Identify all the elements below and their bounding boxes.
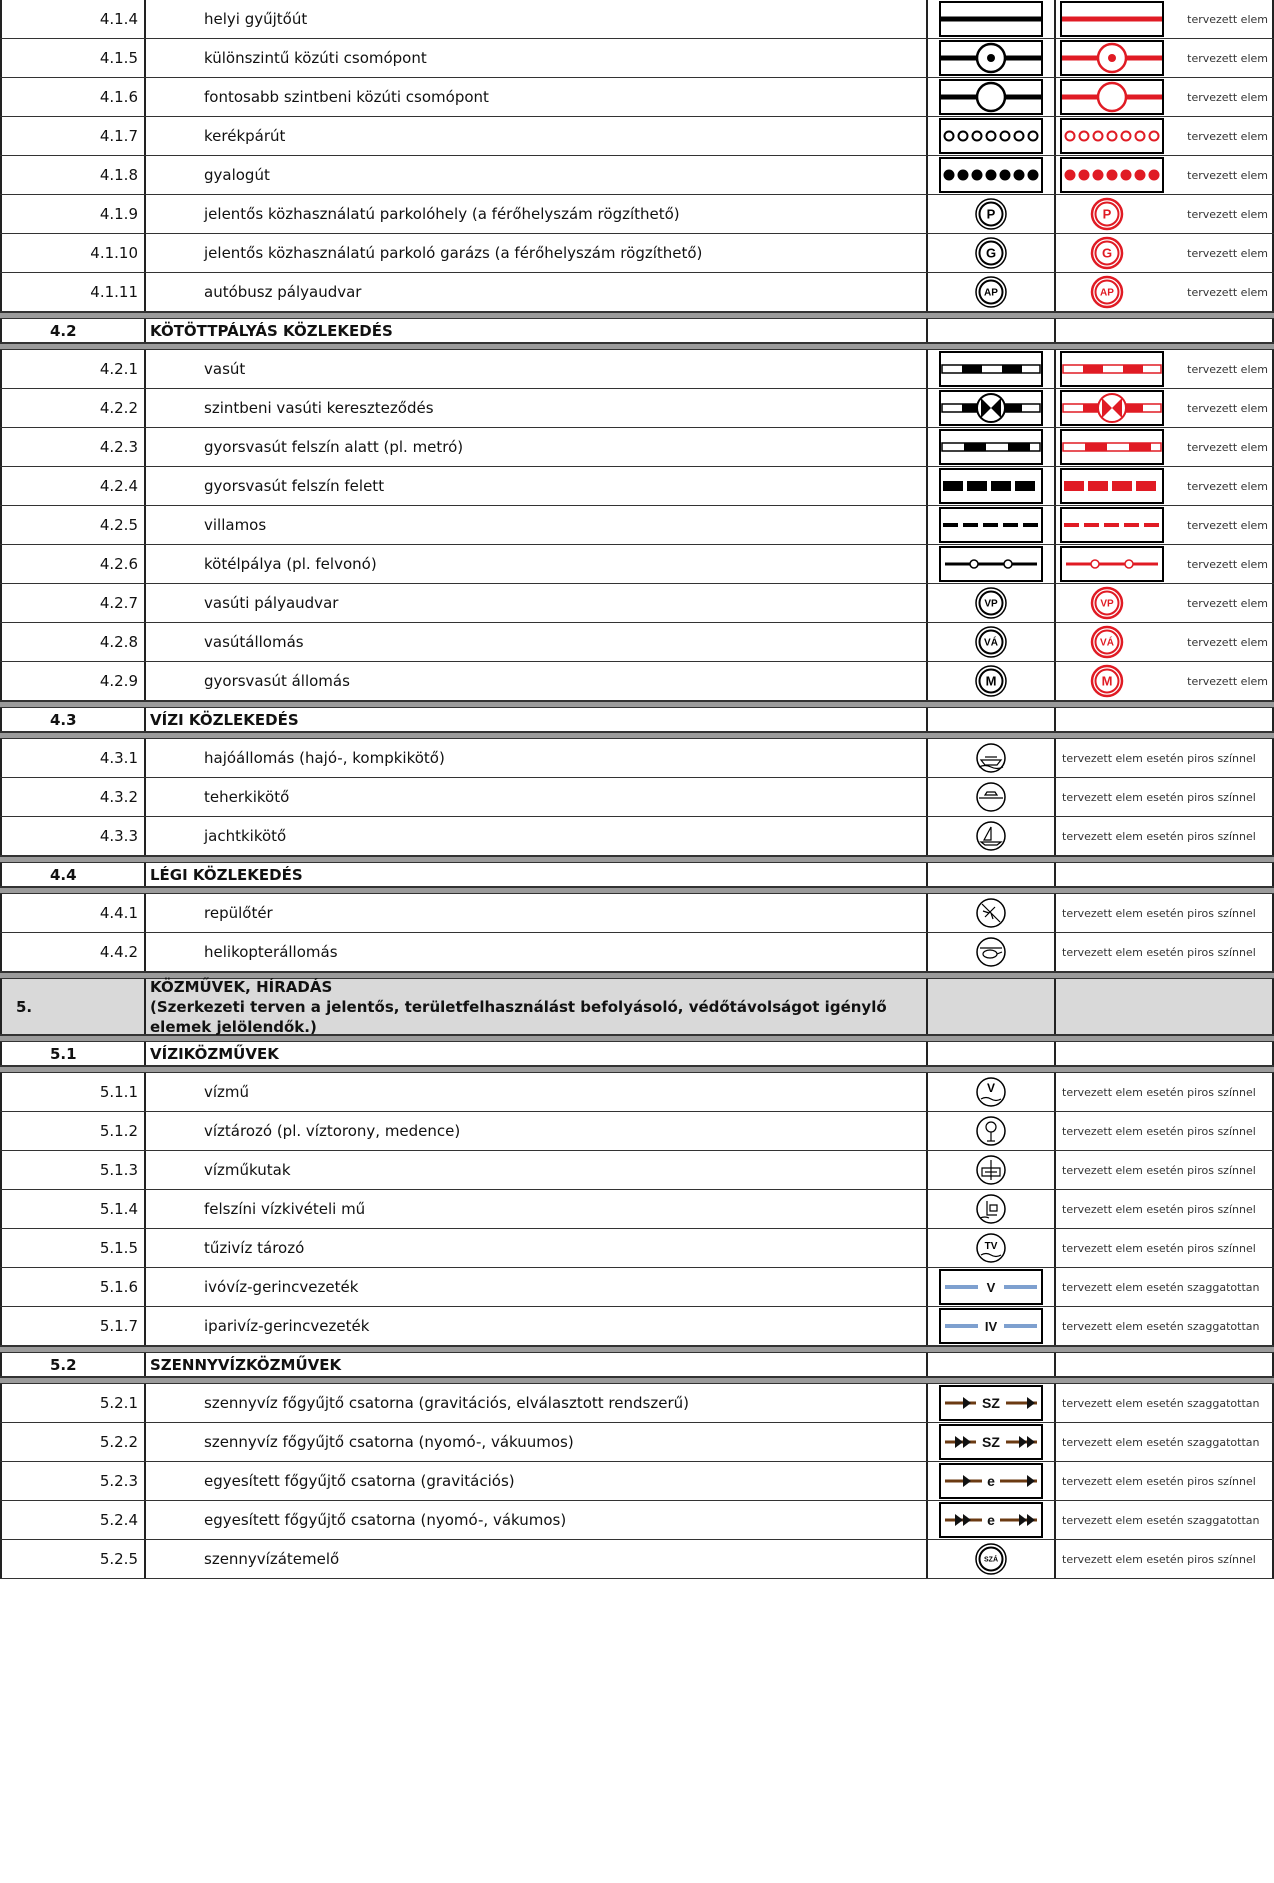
planned-symbol	[1056, 739, 1274, 777]
table-row	[0, 1151, 1274, 1190]
svg-text:SZ: SZ	[982, 1395, 1000, 1411]
item-label: jachtkikötő	[146, 817, 928, 855]
planned-symbol	[1056, 1268, 1274, 1306]
note-text: tervezett elem	[1187, 12, 1268, 26]
note-text: tervezett elem esetén szaggatottan	[1062, 1280, 1260, 1294]
existing-symbol	[928, 1151, 1056, 1189]
item-number: 5.2.2	[0, 1423, 146, 1461]
table-row	[0, 545, 1274, 584]
existing-symbol	[928, 1353, 1056, 1376]
item-number: 4.3.1	[0, 739, 146, 777]
existing-symbol	[928, 933, 1056, 971]
item-label: vasút	[146, 350, 928, 388]
item-label: SZENNYVÍZKÖZMŰVEK	[146, 1353, 928, 1376]
section-separator	[0, 887, 1274, 894]
planned-symbol	[1056, 933, 1274, 971]
existing-symbol	[928, 708, 1056, 731]
item-number: 5.2.5	[0, 1540, 146, 1578]
item-label: gyalogút	[146, 156, 928, 194]
planned-symbol	[1056, 1229, 1274, 1267]
note-text: tervezett elem	[1187, 51, 1268, 65]
item-number: 4.2.9	[0, 662, 146, 700]
table-row	[0, 389, 1274, 428]
table-row	[0, 1307, 1274, 1346]
table-row	[0, 1229, 1274, 1268]
note-text: tervezett elem esetén piros színnel	[1062, 1552, 1256, 1566]
item-number: 5.2	[0, 1353, 146, 1376]
planned-symbol	[1056, 156, 1274, 194]
note-text: tervezett elem esetén piros színnel	[1062, 906, 1256, 920]
existing-symbol	[928, 979, 1056, 1034]
chapter-subtitle: (Szerkezeti terven a jelentős, területfelhasználást befolyásoló, védőtávolságot igénylő elemek jelölendők.)	[150, 997, 887, 1036]
item-number: 4.1.11	[0, 273, 146, 311]
planned-symbol	[1056, 1540, 1274, 1578]
section-separator	[0, 732, 1274, 739]
existing-symbol	[928, 778, 1056, 816]
note-text: tervezett elem esetén piros színnel	[1062, 1241, 1256, 1255]
existing-symbol	[928, 1501, 1056, 1539]
planned-symbol	[1056, 1462, 1274, 1500]
item-label: kötélpálya (pl. felvonó)	[146, 545, 928, 583]
item-number: 4.2.3	[0, 428, 146, 466]
item-label: szennyvíz főgyűjtő csatorna (nyomó-, vákuumos)	[146, 1423, 928, 1461]
table-row	[0, 506, 1274, 545]
planned-symbol	[1056, 1307, 1274, 1345]
table-row	[0, 156, 1274, 195]
note-text: tervezett elem esetén piros színnel	[1062, 751, 1256, 765]
item-number: 5.2.1	[0, 1384, 146, 1422]
item-number: 4.3.3	[0, 817, 146, 855]
note-text: tervezett elem esetén piros színnel	[1062, 1202, 1256, 1216]
planned-circle-icon	[1090, 197, 1124, 231]
item-label: LÉGI KÖZLEKEDÉS	[146, 863, 928, 886]
planned-symbol	[1056, 584, 1274, 622]
planned-line-icon	[1060, 468, 1164, 504]
planned-symbol	[1056, 817, 1274, 855]
table-row	[0, 78, 1274, 117]
item-label: villamos	[146, 506, 928, 544]
existing-symbol	[928, 195, 1056, 233]
existing-symbol	[928, 1384, 1056, 1422]
svg-text:AP: AP	[984, 287, 998, 299]
planned-symbol	[1056, 1112, 1274, 1150]
note-text: tervezett elem esetén szaggatottan	[1062, 1319, 1260, 1333]
existing-symbol	[928, 1229, 1056, 1267]
planned-symbol	[1056, 863, 1274, 886]
item-number: 5.	[0, 979, 146, 1034]
note-text: tervezett elem	[1187, 401, 1268, 415]
note-text: tervezett elem esetén szaggatottan	[1062, 1513, 1260, 1527]
item-number: 4.3	[0, 708, 146, 731]
section-separator	[0, 1066, 1274, 1073]
planned-symbol	[1056, 195, 1274, 233]
planned-line-icon	[1060, 351, 1164, 387]
item-label: egyesített főgyűjtő csatorna (nyomó-, vákumos)	[146, 1501, 928, 1539]
planned-line-icon	[1060, 40, 1164, 76]
planned-symbol	[1056, 1042, 1274, 1065]
note-text: tervezett elem esetén piros színnel	[1062, 829, 1256, 843]
note-text: tervezett elem	[1187, 440, 1268, 454]
item-number: 4.2.4	[0, 467, 146, 505]
table-row	[0, 428, 1274, 467]
svg-text:G: G	[1101, 245, 1113, 261]
planned-circle-icon	[1090, 236, 1124, 270]
item-number: 4.1.6	[0, 78, 146, 116]
existing-symbol	[928, 1042, 1056, 1065]
table-row	[0, 584, 1274, 623]
item-label: vasúti pályaudvar	[146, 584, 928, 622]
table-row	[0, 1423, 1274, 1462]
note-text: tervezett elem	[1187, 635, 1268, 649]
item-label: VÍZIKÖZMŰVEK	[146, 1042, 928, 1065]
section-row	[0, 1042, 1274, 1066]
item-label: teherkikötő	[146, 778, 928, 816]
note-text: tervezett elem	[1187, 479, 1268, 493]
item-label: gyorsvasút állomás	[146, 662, 928, 700]
chapter-row	[0, 979, 1274, 1035]
svg-text:SZ: SZ	[982, 1434, 1000, 1450]
existing-symbol	[928, 273, 1056, 311]
existing-symbol	[928, 894, 1056, 932]
section-separator	[0, 343, 1274, 350]
section-separator	[0, 856, 1274, 863]
table-row	[0, 662, 1274, 701]
item-number: 5.1.1	[0, 1073, 146, 1111]
planned-symbol	[1056, 467, 1274, 505]
note-text: tervezett elem esetén piros színnel	[1062, 1085, 1256, 1099]
table-row	[0, 117, 1274, 156]
item-number: 5.1.2	[0, 1112, 146, 1150]
existing-symbol	[928, 78, 1056, 116]
note-text: tervezett elem	[1187, 596, 1268, 610]
section-row	[0, 319, 1274, 343]
planned-symbol	[1056, 778, 1274, 816]
planned-symbol	[1056, 662, 1274, 700]
table-row	[0, 273, 1274, 312]
item-number: 4.1.8	[0, 156, 146, 194]
item-number: 4.2.5	[0, 506, 146, 544]
planned-symbol	[1056, 234, 1274, 272]
item-number: 4.2.8	[0, 623, 146, 661]
item-label: KÖTÖTTPÁLYÁS KÖZLEKEDÉS	[146, 319, 928, 342]
item-number: 5.2.4	[0, 1501, 146, 1539]
existing-symbol	[928, 662, 1056, 700]
item-label: szintbeni vasúti kereszteződés	[146, 389, 928, 427]
planned-circle-icon	[1090, 625, 1124, 659]
table-row	[0, 623, 1274, 662]
existing-symbol	[928, 234, 1056, 272]
svg-text:e: e	[987, 1473, 995, 1489]
existing-symbol	[928, 506, 1056, 544]
item-number: 4.2	[0, 319, 146, 342]
existing-symbol	[928, 545, 1056, 583]
existing-symbol	[928, 1268, 1056, 1306]
planned-line-icon	[1060, 118, 1164, 154]
item-label: helyi gyűjtőút	[146, 0, 928, 38]
existing-symbol	[928, 1423, 1056, 1461]
item-label: iparivíz-gerincvezeték	[146, 1307, 928, 1345]
table-row	[0, 234, 1274, 273]
note-text: tervezett elem esetén piros színnel	[1062, 1163, 1256, 1177]
planned-circle-icon	[1090, 586, 1124, 620]
item-label: ivóvíz-gerincvezeték	[146, 1268, 928, 1306]
note-text: tervezett elem	[1187, 129, 1268, 143]
item-label: repülőtér	[146, 894, 928, 932]
existing-symbol	[928, 863, 1056, 886]
note-text: tervezett elem esetén szaggatottan	[1062, 1435, 1260, 1449]
item-number: 4.3.2	[0, 778, 146, 816]
item-number: 5.1.4	[0, 1190, 146, 1228]
planned-symbol	[1056, 1353, 1274, 1376]
table-row	[0, 894, 1274, 933]
section-separator	[0, 1346, 1274, 1353]
planned-symbol	[1056, 1384, 1274, 1422]
item-label	[146, 979, 928, 1034]
planned-symbol	[1056, 894, 1274, 932]
existing-symbol	[928, 1540, 1056, 1578]
item-number: 5.1.5	[0, 1229, 146, 1267]
note-text: tervezett elem	[1187, 362, 1268, 376]
planned-symbol	[1056, 428, 1274, 466]
note-text: tervezett elem	[1187, 674, 1268, 688]
planned-symbol	[1056, 1423, 1274, 1461]
item-number: 4.2.6	[0, 545, 146, 583]
svg-text:V: V	[986, 1280, 996, 1295]
existing-symbol	[928, 350, 1056, 388]
planned-symbol	[1056, 319, 1274, 342]
item-label: jelentős közhasználatú parkolóhely (a férőhelyszám rögzíthető)	[146, 195, 928, 233]
note-text: tervezett elem esetén piros színnel	[1062, 945, 1256, 959]
item-number: 4.1.10	[0, 234, 146, 272]
planned-line-icon	[1060, 546, 1164, 582]
existing-symbol	[928, 467, 1056, 505]
item-label: szennyvíz főgyűjtő csatorna (gravitációs, elválasztott rendszerű)	[146, 1384, 928, 1422]
existing-symbol	[928, 1190, 1056, 1228]
item-number: 4.1.9	[0, 195, 146, 233]
table-row	[0, 1501, 1274, 1540]
table-row	[0, 778, 1274, 817]
item-label: gyorsvasút felszín felett	[146, 467, 928, 505]
note-text: tervezett elem esetén piros színnel	[1062, 1124, 1256, 1138]
existing-symbol	[928, 39, 1056, 77]
planned-symbol	[1056, 979, 1274, 1034]
table-row	[0, 467, 1274, 506]
table-row	[0, 0, 1274, 39]
table-row	[0, 1112, 1274, 1151]
existing-symbol	[928, 319, 1056, 342]
table-row	[0, 350, 1274, 389]
section-row	[0, 708, 1274, 732]
item-number: 5.2.3	[0, 1462, 146, 1500]
planned-circle-icon	[1090, 275, 1124, 309]
planned-symbol	[1056, 1501, 1274, 1539]
existing-symbol	[928, 817, 1056, 855]
item-label: fontosabb szintbeni közúti csomópont	[146, 78, 928, 116]
existing-symbol	[928, 1112, 1056, 1150]
planned-line-icon	[1060, 507, 1164, 543]
planned-symbol	[1056, 0, 1274, 38]
item-label: szennyvízátemelő	[146, 1540, 928, 1578]
item-number: 5.1.6	[0, 1268, 146, 1306]
svg-text:M: M	[1101, 673, 1113, 689]
item-label: autóbusz pályaudvar	[146, 273, 928, 311]
note-text: tervezett elem	[1187, 518, 1268, 532]
svg-text:M: M	[985, 673, 997, 689]
planned-line-icon	[1060, 157, 1164, 193]
planned-symbol	[1056, 1151, 1274, 1189]
planned-symbol	[1056, 506, 1274, 544]
planned-symbol	[1056, 1073, 1274, 1111]
item-label: vízműkutak	[146, 1151, 928, 1189]
item-number: 4.4.1	[0, 894, 146, 932]
existing-symbol	[928, 117, 1056, 155]
planned-symbol	[1056, 708, 1274, 731]
section-separator	[0, 1035, 1274, 1042]
table-row	[0, 1268, 1274, 1307]
existing-symbol	[928, 739, 1056, 777]
item-label: kerékpárút	[146, 117, 928, 155]
planned-symbol	[1056, 273, 1274, 311]
table-row	[0, 195, 1274, 234]
section-row	[0, 1353, 1274, 1377]
table-row	[0, 1540, 1274, 1579]
table-row	[0, 817, 1274, 856]
svg-text:VP: VP	[984, 598, 998, 610]
svg-text:IV: IV	[984, 1319, 998, 1334]
note-text: tervezett elem	[1187, 207, 1268, 221]
existing-symbol	[928, 1073, 1056, 1111]
planned-line-icon	[1060, 79, 1164, 115]
existing-symbol	[928, 428, 1056, 466]
note-text: tervezett elem	[1187, 168, 1268, 182]
section-row	[0, 863, 1274, 887]
table-row	[0, 1462, 1274, 1501]
item-number: 5.1.7	[0, 1307, 146, 1345]
table-row	[0, 933, 1274, 972]
svg-text:VÁ: VÁ	[1100, 637, 1114, 649]
item-label: egyesített főgyűjtő csatorna (gravitációs)	[146, 1462, 928, 1500]
item-number: 5.1	[0, 1042, 146, 1065]
item-label: tűzivíz tározó	[146, 1229, 928, 1267]
existing-symbol	[928, 1307, 1056, 1345]
planned-line-icon	[1060, 429, 1164, 465]
planned-symbol	[1056, 545, 1274, 583]
chapter-title: KÖZMŰVEK, HÍRADÁS	[150, 977, 333, 996]
item-label: jelentős közhasználatú parkoló garázs (a férőhelyszám rögzíthető)	[146, 234, 928, 272]
section-separator	[0, 1377, 1274, 1384]
planned-symbol	[1056, 623, 1274, 661]
svg-text:P: P	[986, 206, 996, 222]
item-label: felszíni vízkivételi mű	[146, 1190, 928, 1228]
note-text: tervezett elem esetén piros színnel	[1062, 790, 1256, 804]
item-number: 4.1.4	[0, 0, 146, 38]
table-row	[0, 1073, 1274, 1112]
table-row	[0, 739, 1274, 778]
planned-symbol	[1056, 78, 1274, 116]
svg-text:SZÁ: SZÁ	[984, 1556, 998, 1564]
section-separator	[0, 701, 1274, 708]
planned-symbol	[1056, 1190, 1274, 1228]
table-row	[0, 1190, 1274, 1229]
note-text: tervezett elem esetén szaggatottan	[1062, 1396, 1260, 1410]
item-label: gyorsvasút felszín alatt (pl. metró)	[146, 428, 928, 466]
existing-symbol	[928, 1462, 1056, 1500]
svg-text:G: G	[985, 245, 997, 261]
item-number: 5.1.3	[0, 1151, 146, 1189]
section-separator	[0, 312, 1274, 319]
svg-text:TV: TV	[984, 1241, 998, 1252]
note-text: tervezett elem	[1187, 285, 1268, 299]
item-label: vízmű	[146, 1073, 928, 1111]
planned-symbol	[1056, 39, 1274, 77]
svg-text:VÁ: VÁ	[984, 637, 998, 649]
note-text: tervezett elem	[1187, 90, 1268, 104]
existing-symbol	[928, 584, 1056, 622]
planned-line-icon	[1060, 1, 1164, 37]
svg-text:V: V	[986, 1081, 996, 1095]
svg-text:VP: VP	[1100, 598, 1114, 610]
note-text: tervezett elem	[1187, 557, 1268, 571]
item-label: VÍZI KÖZLEKEDÉS	[146, 708, 928, 731]
table-row	[0, 39, 1274, 78]
item-number: 4.4.2	[0, 933, 146, 971]
item-number: 4.2.7	[0, 584, 146, 622]
planned-line-icon	[1060, 390, 1164, 426]
existing-symbol	[928, 156, 1056, 194]
item-label: víztározó (pl. víztorony, medence)	[146, 1112, 928, 1150]
planned-circle-icon	[1090, 664, 1124, 698]
item-label: különszintű közúti csomópont	[146, 39, 928, 77]
item-number: 4.4	[0, 863, 146, 886]
planned-symbol	[1056, 389, 1274, 427]
existing-symbol	[928, 623, 1056, 661]
item-label: hajóállomás (hajó-, kompkikötő)	[146, 739, 928, 777]
existing-symbol	[928, 389, 1056, 427]
item-number: 4.1.7	[0, 117, 146, 155]
note-text: tervezett elem esetén piros színnel	[1062, 1474, 1256, 1488]
item-label: helikopterállomás	[146, 933, 928, 971]
table-row	[0, 1384, 1274, 1423]
planned-symbol	[1056, 350, 1274, 388]
planned-symbol	[1056, 117, 1274, 155]
svg-text:P: P	[1102, 206, 1112, 222]
note-text: tervezett elem	[1187, 246, 1268, 260]
existing-symbol	[928, 0, 1056, 38]
svg-text:AP: AP	[1100, 287, 1114, 299]
item-label: vasútállomás	[146, 623, 928, 661]
svg-text:e: e	[987, 1512, 995, 1528]
item-number: 4.2.1	[0, 350, 146, 388]
item-number: 4.2.2	[0, 389, 146, 427]
item-number: 4.1.5	[0, 39, 146, 77]
